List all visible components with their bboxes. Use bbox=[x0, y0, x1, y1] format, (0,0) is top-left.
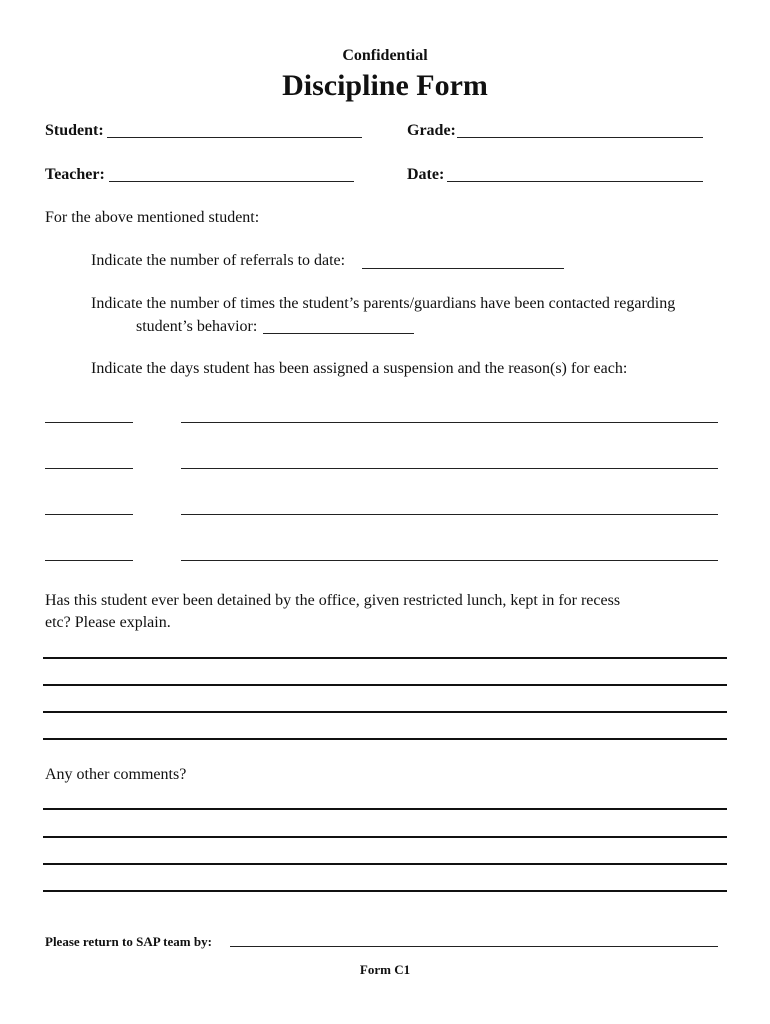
confidential-label: Confidential bbox=[342, 47, 428, 64]
suspension-reason-field[interactable] bbox=[181, 560, 718, 561]
suspension-day-field[interactable] bbox=[45, 422, 133, 423]
form-id: Form C1 bbox=[359, 962, 411, 977]
referrals-question: Indicate the number of referrals to date: bbox=[91, 252, 346, 269]
detained-answer-line[interactable] bbox=[43, 711, 727, 713]
suspension-reason-field[interactable] bbox=[181, 514, 718, 515]
grade-label: Grade: bbox=[407, 122, 456, 139]
teacher-label: Teacher: bbox=[45, 166, 105, 183]
suspension-day-field[interactable] bbox=[45, 514, 133, 515]
date-field[interactable] bbox=[447, 181, 703, 182]
detained-question-line1: Has this student ever been detained by the office, given restricted lunch, kept in for recess bbox=[45, 592, 621, 609]
grade-field[interactable] bbox=[457, 137, 703, 138]
suspension-reason-field[interactable] bbox=[181, 468, 718, 469]
intro-text: For the above mentioned student: bbox=[45, 209, 260, 226]
student-label: Student: bbox=[45, 122, 104, 139]
page-title: Discipline Form bbox=[282, 69, 488, 102]
comments-answer-line[interactable] bbox=[43, 863, 727, 865]
return-label: Please return to SAP team by: bbox=[45, 934, 212, 949]
detained-answer-line[interactable] bbox=[43, 657, 727, 659]
comments-answer-line[interactable] bbox=[43, 890, 727, 892]
student-field[interactable] bbox=[107, 137, 362, 138]
suspensions-question: Indicate the days student has been assigned a suspension and the reason(s) for each: bbox=[91, 360, 628, 377]
suspension-reason-field[interactable] bbox=[181, 422, 718, 423]
parents-field[interactable] bbox=[263, 333, 414, 334]
comments-answer-line[interactable] bbox=[43, 836, 727, 838]
suspension-day-field[interactable] bbox=[45, 468, 133, 469]
comments-question: Any other comments? bbox=[45, 766, 187, 783]
detained-answer-line[interactable] bbox=[43, 738, 727, 740]
comments-answer-line[interactable] bbox=[43, 808, 727, 810]
detained-answer-line[interactable] bbox=[43, 684, 727, 686]
parents-question-line1: Indicate the number of times the student’s parents/guardians have been contacted regarding bbox=[91, 295, 676, 312]
parents-question-line2: student’s behavior: bbox=[136, 318, 258, 335]
teacher-field[interactable] bbox=[109, 181, 354, 182]
return-date-field[interactable] bbox=[230, 946, 718, 947]
detained-question-line2: etc? Please explain. bbox=[45, 614, 171, 631]
suspension-day-field[interactable] bbox=[45, 560, 133, 561]
referrals-field[interactable] bbox=[362, 268, 564, 269]
date-label: Date: bbox=[407, 166, 445, 183]
